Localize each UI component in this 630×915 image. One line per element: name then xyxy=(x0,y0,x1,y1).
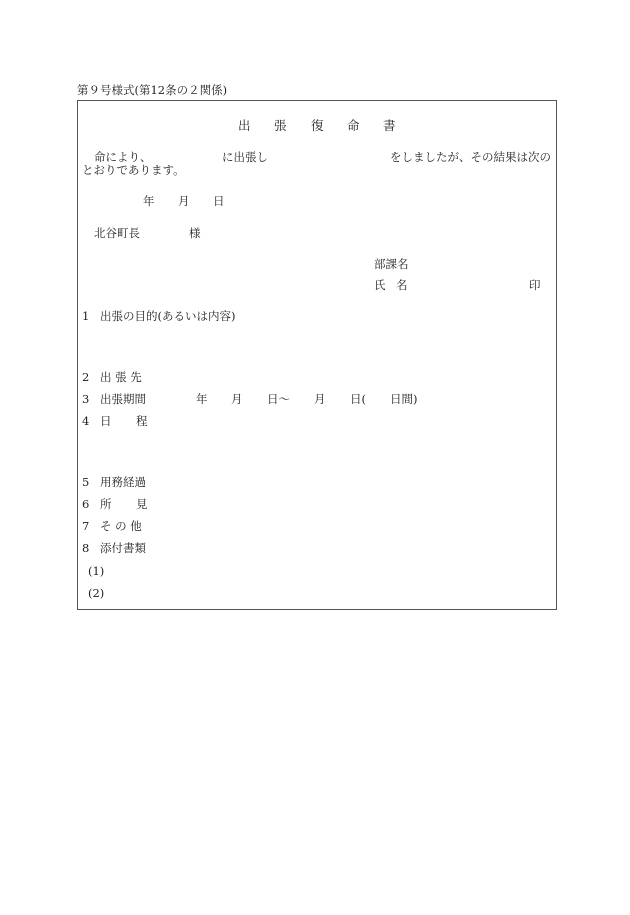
item3-label: 出張期間 xyxy=(100,392,146,406)
item1-label: 出張の目的(あるいは内容) xyxy=(100,309,236,323)
intro-text-part1: 命により、 xyxy=(94,150,152,164)
item7-label: そ の 他 xyxy=(100,519,142,533)
department-label: 部課名 xyxy=(374,257,409,271)
item6-label-b: 見 xyxy=(136,497,148,511)
title-char-2: 張 xyxy=(274,118,288,133)
item3-day-paren: 日( xyxy=(350,392,366,406)
item1-number: 1 xyxy=(82,309,90,323)
item3-days: 日間) xyxy=(390,392,418,406)
title-char-5: 書 xyxy=(383,118,397,133)
name-label-1: 氏 xyxy=(374,278,386,292)
item4-number: 4 xyxy=(82,414,90,428)
item4-label-b: 程 xyxy=(136,414,148,428)
name-label-2: 名 xyxy=(396,278,408,292)
title-char-3: 復 xyxy=(311,118,325,133)
item4-label-a: 日 xyxy=(100,414,112,428)
item6-number: 6 xyxy=(82,497,90,511)
item6-label-a: 所 xyxy=(100,497,112,511)
item3-month: 月 xyxy=(231,392,243,406)
attachment-item-2: (2) xyxy=(88,586,105,600)
intro-text-part2: に出張し xyxy=(222,150,268,164)
attachment-item-1: (1) xyxy=(88,564,105,578)
date-month-label: 月 xyxy=(178,194,190,208)
title-char-4: 命 xyxy=(347,118,361,133)
item3-number: 3 xyxy=(82,392,90,406)
addressee-name: 北谷町長 xyxy=(94,226,140,240)
item3-month2: 月 xyxy=(314,392,326,406)
seal-mark: 印 xyxy=(529,278,541,292)
item5-number: 5 xyxy=(82,475,90,489)
title-char-1: 出 xyxy=(238,118,252,133)
item2-label: 出 張 先 xyxy=(100,370,142,384)
date-day-label: 日 xyxy=(213,194,225,208)
item3-day-from: 日〜 xyxy=(267,392,290,406)
item8-label: 添付書類 xyxy=(100,541,146,555)
intro-text-part3: をしましたが、その結果は次の xyxy=(390,150,551,164)
date-year-label: 年 xyxy=(143,194,155,208)
addressee-honorific: 様 xyxy=(189,226,201,240)
intro-text-line2: とおりであります。 xyxy=(82,163,185,177)
item7-number: 7 xyxy=(82,519,90,533)
item3-year: 年 xyxy=(196,392,208,406)
item2-number: 2 xyxy=(82,370,90,384)
item8-number: 8 xyxy=(82,541,90,555)
item5-label: 用務経過 xyxy=(100,475,146,489)
form-number-label: 第９号様式(第12条の２関係) xyxy=(77,83,228,97)
